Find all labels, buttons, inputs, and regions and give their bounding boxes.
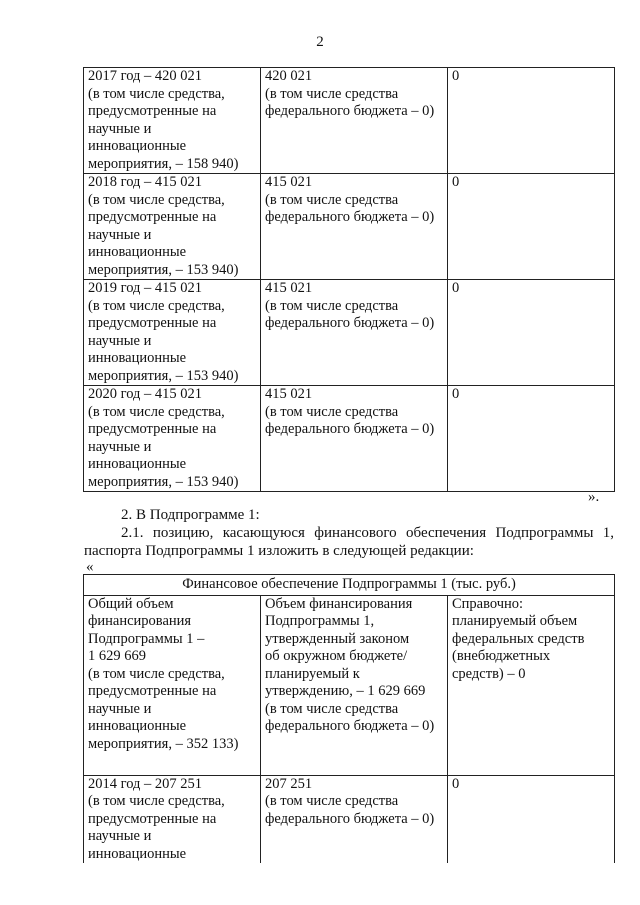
table-caption: Финансовое обеспечение Подпрограммы 1 (тыс. руб.): [84, 575, 615, 596]
table-row: [84, 174, 615, 280]
table-header-row: [84, 595, 615, 775]
financing-table-continued: [83, 67, 615, 492]
table-row: [84, 775, 615, 863]
district-budget-cell: 415 021 (в том числе средства федерального бюджета – 0): [261, 280, 448, 386]
federal-funds-cell: 0: [448, 174, 615, 280]
year-total-cell: 2019 год – 415 021 (в том числе средства, предусмотренные на научные и инновационные мероприятия, – 153 940): [84, 280, 261, 386]
district-budget-cell: 415 021 (в том числе средства федерального бюджета – 0): [261, 386, 448, 492]
federal-funds-cell: 0: [448, 775, 615, 863]
section-heading: 2. В Подпрограмме 1:: [121, 507, 260, 523]
table-row: [84, 280, 615, 386]
year-total-cell: 2014 год – 207 251 (в том числе средства, предусмотренные на научные и инновационные: [84, 775, 261, 863]
approved-volume-cell: Объем финансирования Подпрограммы 1, утвержденный законом об окружном бюджете/ планируемый к утверждению, – 1 629 669 (в том числе средства федерального бюджета – 0): [261, 595, 448, 775]
district-budget-cell: 415 021 (в том числе средства федерального бюджета – 0): [261, 174, 448, 280]
amendment-item: 2.1. позицию, касающуюся финансового обеспечения Подпрограммы 1, паспорта Подпрограммы 1 изложить в следующей редакции:: [84, 525, 614, 559]
table-row: [84, 68, 615, 174]
closing-quote: ».: [588, 489, 600, 505]
table-row: [84, 386, 615, 492]
total-volume-cell: Общий объем финансирования Подпрограммы 1 – 1 629 669 (в том числе средства, предусмотренные на научные и инновационные мероприятия, – 352 133): [84, 595, 261, 775]
district-budget-cell: 207 251 (в том числе средства федерального бюджета – 0): [261, 775, 448, 863]
page-number: 2: [316, 34, 324, 50]
federal-funds-cell: 0: [448, 280, 615, 386]
federal-funds-cell: 0: [448, 386, 615, 492]
year-total-cell: 2017 год – 420 021 (в том числе средства, предусмотренные на научные и инновационные мероприятия, – 158 940): [84, 68, 261, 174]
federal-funds-cell: 0: [448, 68, 615, 174]
table-caption-row: [84, 575, 615, 596]
year-total-cell: 2018 год – 415 021 (в том числе средства, предусмотренные на научные и инновационные мероприятия, – 153 940): [84, 174, 261, 280]
opening-quote: «: [86, 559, 94, 575]
subprogram-financing-table: [83, 574, 615, 863]
district-budget-cell: 420 021 (в том числе средства федерального бюджета – 0): [261, 68, 448, 174]
reference-federal-cell: Справочно: планируемый объем федеральных средств (внебюджетных средств) – 0: [448, 595, 615, 775]
year-total-cell: 2020 год – 415 021 (в том числе средства, предусмотренные на научные и инновационные мероприятия, – 153 940): [84, 386, 261, 492]
